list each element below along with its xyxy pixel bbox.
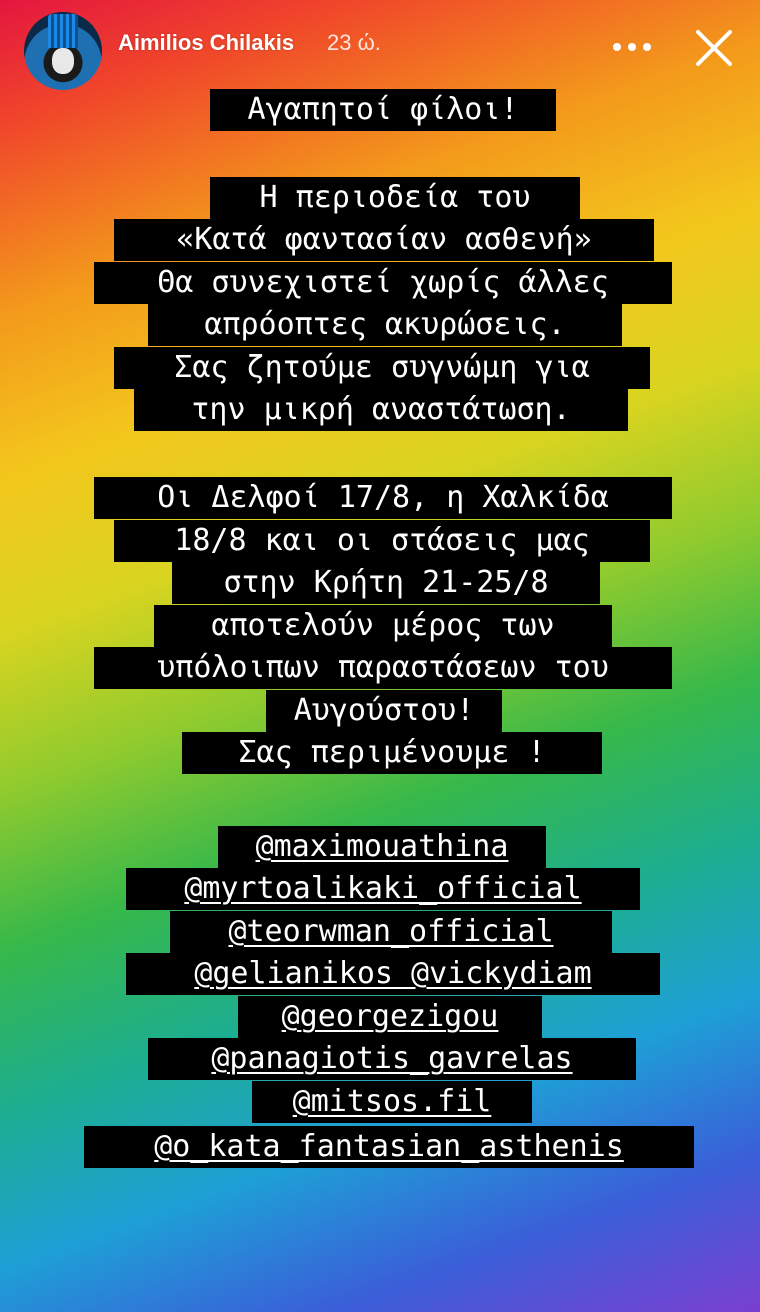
story-line: 18/8 και οι στάσεις μας <box>114 520 650 562</box>
more-horizontal-icon <box>628 43 636 51</box>
story-line: υπόλοιπων παραστάσεων του <box>94 647 672 689</box>
story-line: την μικρή αναστάτωση. <box>134 389 628 431</box>
avatar-hat-graphic <box>48 14 78 48</box>
mention-link[interactable]: @myrtoalikaki_official <box>126 868 640 910</box>
username[interactable]: Aimilios Chilakis <box>118 30 295 55</box>
story-line: Η περιοδεία του <box>210 177 580 219</box>
profile-avatar[interactable] <box>24 12 102 90</box>
close-icon[interactable] <box>690 24 738 72</box>
post-timestamp: 23 ώ. <box>327 30 381 55</box>
avatar-face-graphic <box>52 48 74 74</box>
story-line: στην Κρήτη 21-25/8 <box>172 562 600 604</box>
more-horizontal-icon <box>643 43 651 51</box>
more-options-button[interactable] <box>604 32 660 62</box>
story-line: Σας περιμένουμε ! <box>182 732 602 774</box>
mention-link[interactable]: @georgezigou <box>238 996 542 1038</box>
mention-link[interactable]: @o_kata_fantasian_asthenis <box>84 1126 694 1168</box>
mention-link[interactable]: @maximouathina <box>218 826 546 868</box>
mention-link[interactable]: @panagiotis_gavrelas <box>148 1038 636 1080</box>
mention-link[interactable]: @mitsos.fil <box>252 1081 532 1123</box>
mention-link[interactable]: @gelianikos @vickydiam <box>126 953 660 995</box>
story-line: απρόοπτες ακυρώσεις. <box>148 304 622 346</box>
story-greeting: Αγαπητοί φίλοι! <box>210 89 556 131</box>
story-line: Σας ζητούμε συγνώμη για <box>114 347 650 389</box>
story-line: Αυγούστου! <box>266 690 502 732</box>
story-line: αποτελούν μέρος των <box>154 605 612 647</box>
story-header <box>0 0 760 100</box>
story-line: «Κατά φαντασίαν ασθενή» <box>114 219 654 261</box>
mention-link[interactable]: @teorwman_official <box>170 911 612 953</box>
story-line: Οι Δελφοί 17/8, η Χαλκίδα <box>94 477 672 519</box>
story-line: Θα συνεχιστεί χωρίς άλλες <box>94 262 672 304</box>
more-horizontal-icon <box>613 43 621 51</box>
